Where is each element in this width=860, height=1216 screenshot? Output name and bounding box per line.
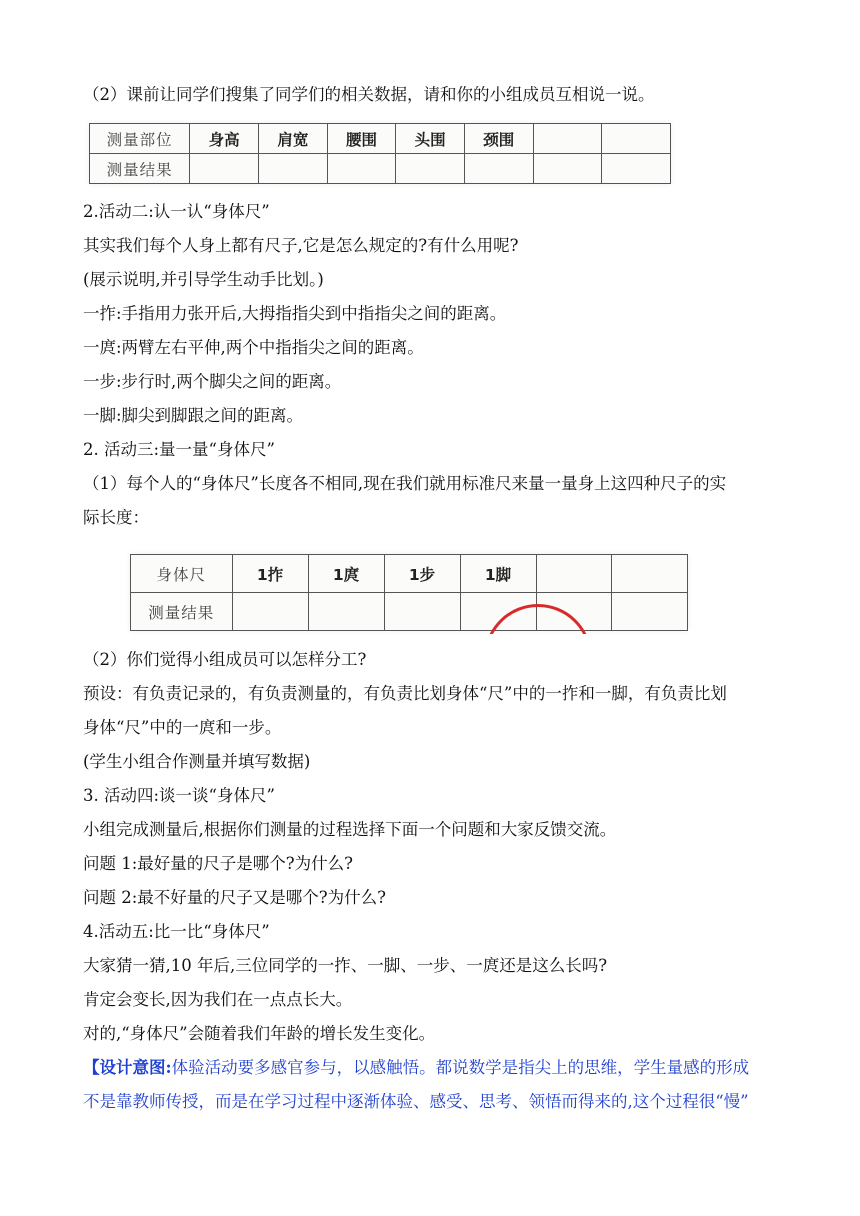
- table-row-label: 测量结果: [90, 154, 190, 184]
- measurement-table-1: [89, 123, 671, 184]
- table-cell: [464, 154, 533, 184]
- text-line: 对的,“身体尺”会随着我们年龄的增长发生变化。: [83, 1024, 436, 1043]
- red-circle-mark: [470, 600, 610, 634]
- section-heading: 4.活动五:比一比“身体尺”: [83, 922, 270, 941]
- design-intent-text: 不是靠教师传授，而是在学习过程中逐渐体验、感受、思考、领悟而得来的,这个过程很“慢”: [83, 1092, 749, 1111]
- design-intent-text: 体验活动要多感官参与，以感触悟。都说数学是指尖上的思维，学生量感的形成: [171, 1058, 750, 1077]
- text-line: 其实我们每个人身上都有尺子,它是怎么规定的?有什么用呢?: [83, 236, 519, 255]
- table-cell: [259, 154, 328, 184]
- text-line: （2）你们觉得小组成员可以怎样分工?: [83, 650, 367, 669]
- text-line: 一拃:手指用力张开后,大拇指指尖到中指指尖之间的距离。: [83, 304, 507, 323]
- table-header-cell: 1步: [384, 555, 460, 593]
- table-header-cell: 1庹: [308, 555, 384, 593]
- table-header-cell: 头围: [396, 124, 465, 154]
- text-line: 肯定会变长,因为我们在一点点长大。: [83, 990, 353, 1009]
- text-line: 一步:步行时,两个脚尖之间的距离。: [83, 372, 342, 391]
- table-cell: [327, 154, 396, 184]
- table-cell: [602, 154, 671, 184]
- table-cell: [602, 124, 671, 154]
- table-cell: [533, 154, 602, 184]
- text-line: 一庹:两臂左右平伸,两个中指指尖之间的距离。: [83, 338, 424, 357]
- table-cell: [308, 593, 384, 631]
- text-line: 问题 1:最好量的尺子是哪个?为什么?: [83, 854, 353, 873]
- text-line: （2）课前让同学们搜集了同学们的相关数据，请和你的小组成员互相说一说。: [83, 85, 655, 104]
- text-line: 预设：有负责记录的，有负责测量的，有负责比划身体“尺”中的一拃和一脚，有负责比划: [83, 684, 727, 703]
- table-cell: [384, 593, 460, 631]
- text-line: 一脚:脚尖到脚跟之间的距离。: [83, 406, 304, 425]
- table-header-cell: 身高: [190, 124, 259, 154]
- text-line: （1）每个人的“身体尺”长度各不相同,现在我们就用标准尺来量一量身上这四种尺子的实: [83, 474, 727, 493]
- table-cell: [536, 555, 612, 593]
- red-arc-shape: [484, 604, 592, 634]
- text-line: 际长度：: [83, 508, 149, 527]
- text-line: (展示说明,并引导学生动手比划。): [83, 270, 324, 289]
- table-header-cell: 身体尺: [131, 555, 233, 593]
- table-cell: [232, 593, 308, 631]
- table-cell: [533, 124, 602, 154]
- text-line: (学生小组合作测量并填写数据): [83, 752, 311, 771]
- design-intent-heading: 【设计意图:: [83, 1058, 172, 1077]
- text-line: 大家猜一猜,10 年后,三位同学的一拃、一脚、一步、一庹还是这么长吗?: [83, 956, 608, 975]
- table-header-cell: 测量部位: [90, 124, 190, 154]
- table-cell: [396, 154, 465, 184]
- table-row-label: 测量结果: [131, 593, 233, 631]
- table-header-cell: 腰围: [327, 124, 396, 154]
- section-heading: 2.活动二:认一认“身体尺”: [83, 202, 270, 221]
- text-line: 小组完成测量后,根据你们测量的过程选择下面一个问题和大家反馈交流。: [83, 820, 617, 839]
- table-header-cell: 1脚: [460, 555, 536, 593]
- design-intent-line: [83, 1057, 749, 1079]
- table-header-cell: 肩宽: [259, 124, 328, 154]
- table-cell: [612, 555, 688, 593]
- text-line: 问题 2:最不好量的尺子又是哪个?为什么?: [83, 888, 386, 907]
- table-header-cell: 1拃: [232, 555, 308, 593]
- text-line: 身体“尺”中的一庹和一步。: [83, 718, 282, 737]
- table-header-cell: 颈围: [464, 124, 533, 154]
- table-cell: [190, 154, 259, 184]
- table-cell: [612, 593, 688, 631]
- section-heading: 2. 活动三:量一量“身体尺”: [83, 440, 275, 459]
- section-heading: 3. 活动四:谈一谈“身体尺”: [83, 786, 275, 805]
